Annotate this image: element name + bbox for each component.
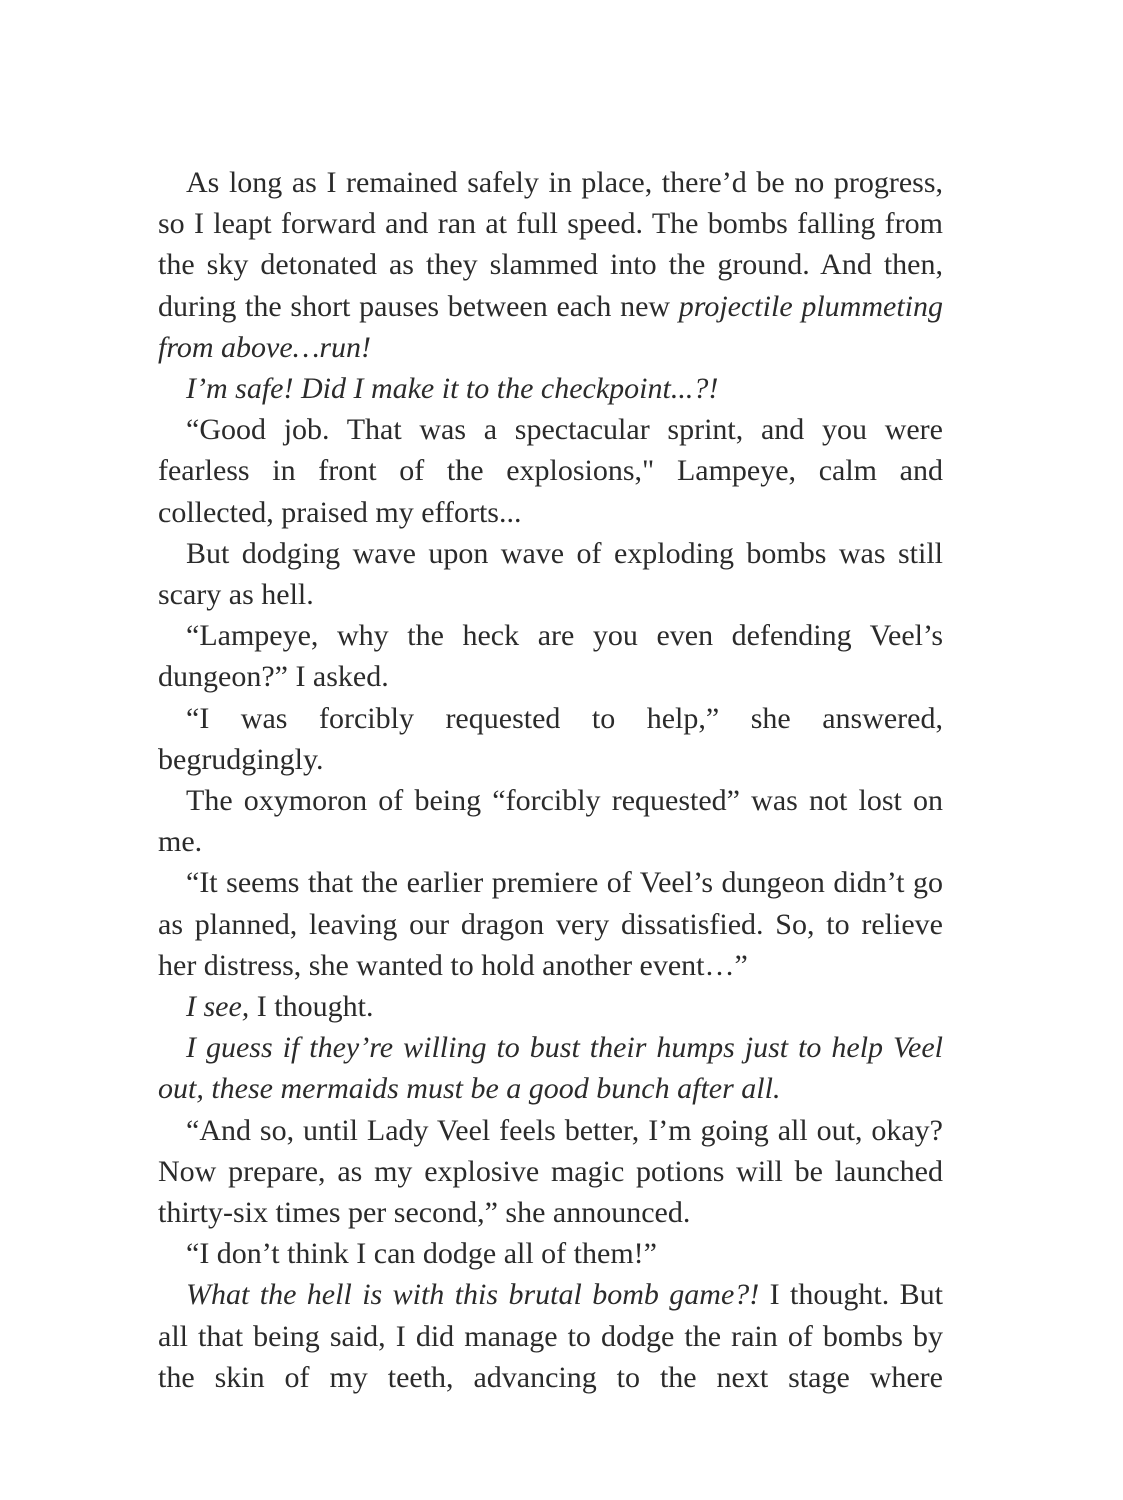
text-run: “Lampeye, why the heck are you even defending Veel’s dungeon?” I asked.: [158, 619, 943, 694]
paragraph: [158, 162, 943, 368]
text-run: I thought.: [249, 990, 374, 1024]
italic-text: What the hell is with this brutal bomb game?!: [186, 1278, 760, 1312]
book-page: [158, 162, 943, 1398]
text-run: “Good job. That was a spectacular sprint, and you were fearless in front of the explosions," Lampeye, calm and collected, praised my efforts...: [158, 413, 943, 529]
paragraph: [158, 1233, 943, 1274]
text-run: “It seems that the earlier premiere of Veel’s dungeon didn’t go as planned, leaving our dragon very dissatisfied. So, to relieve her distress, she wanted to hold another event…”: [158, 866, 943, 982]
text-run: “And so, until Lady Veel feels better, I’m going all out, okay? Now prepare, as my explosive magic potions will be launched thirty-six times per second,” she announced.: [158, 1113, 943, 1230]
text-run: But dodging wave upon wave of exploding bombs was still scary as hell.: [158, 536, 943, 612]
text-run: As long as I remained safely in place, there’d be no progress, so I leapt forward and ran at full speed. The bombs falling from the sky detonated as they slammed into the ground. And then, during the short pauses between each new: [158, 166, 943, 323]
paragraph: [158, 409, 943, 533]
paragraph: [158, 1274, 943, 1398]
italic-text: projectile plummeting from above…run!: [158, 289, 943, 364]
paragraph: [158, 615, 943, 697]
paragraph: [158, 986, 943, 1027]
text-run: “I was forcibly requested to help,” she answered, begrudgingly.: [158, 701, 943, 776]
paragraph: [158, 780, 943, 862]
text-run: The oxymoron of being “forcibly requested” was not lost on me.: [158, 784, 943, 859]
paragraph: [158, 698, 943, 780]
italic-text: I’m safe! Did I make it to the checkpoint...?!: [186, 372, 719, 406]
paragraph: [158, 1110, 943, 1234]
paragraph: [158, 862, 943, 986]
paragraph: [158, 368, 943, 409]
paragraph: [158, 1027, 943, 1109]
text-run: I thought. But all that being said, I did manage to dodge the rain of bombs by the skin of my teeth, advancing to the next stage where: [158, 1278, 943, 1394]
paragraph: [158, 533, 943, 615]
italic-text: I guess if they’re willing to bust their humps just to help Veel out, these mermaids must be a good bunch after all.: [158, 1031, 943, 1106]
italic-text: I see,: [186, 990, 250, 1024]
text-run: “I don’t think I can dodge all of them!”: [186, 1237, 657, 1271]
